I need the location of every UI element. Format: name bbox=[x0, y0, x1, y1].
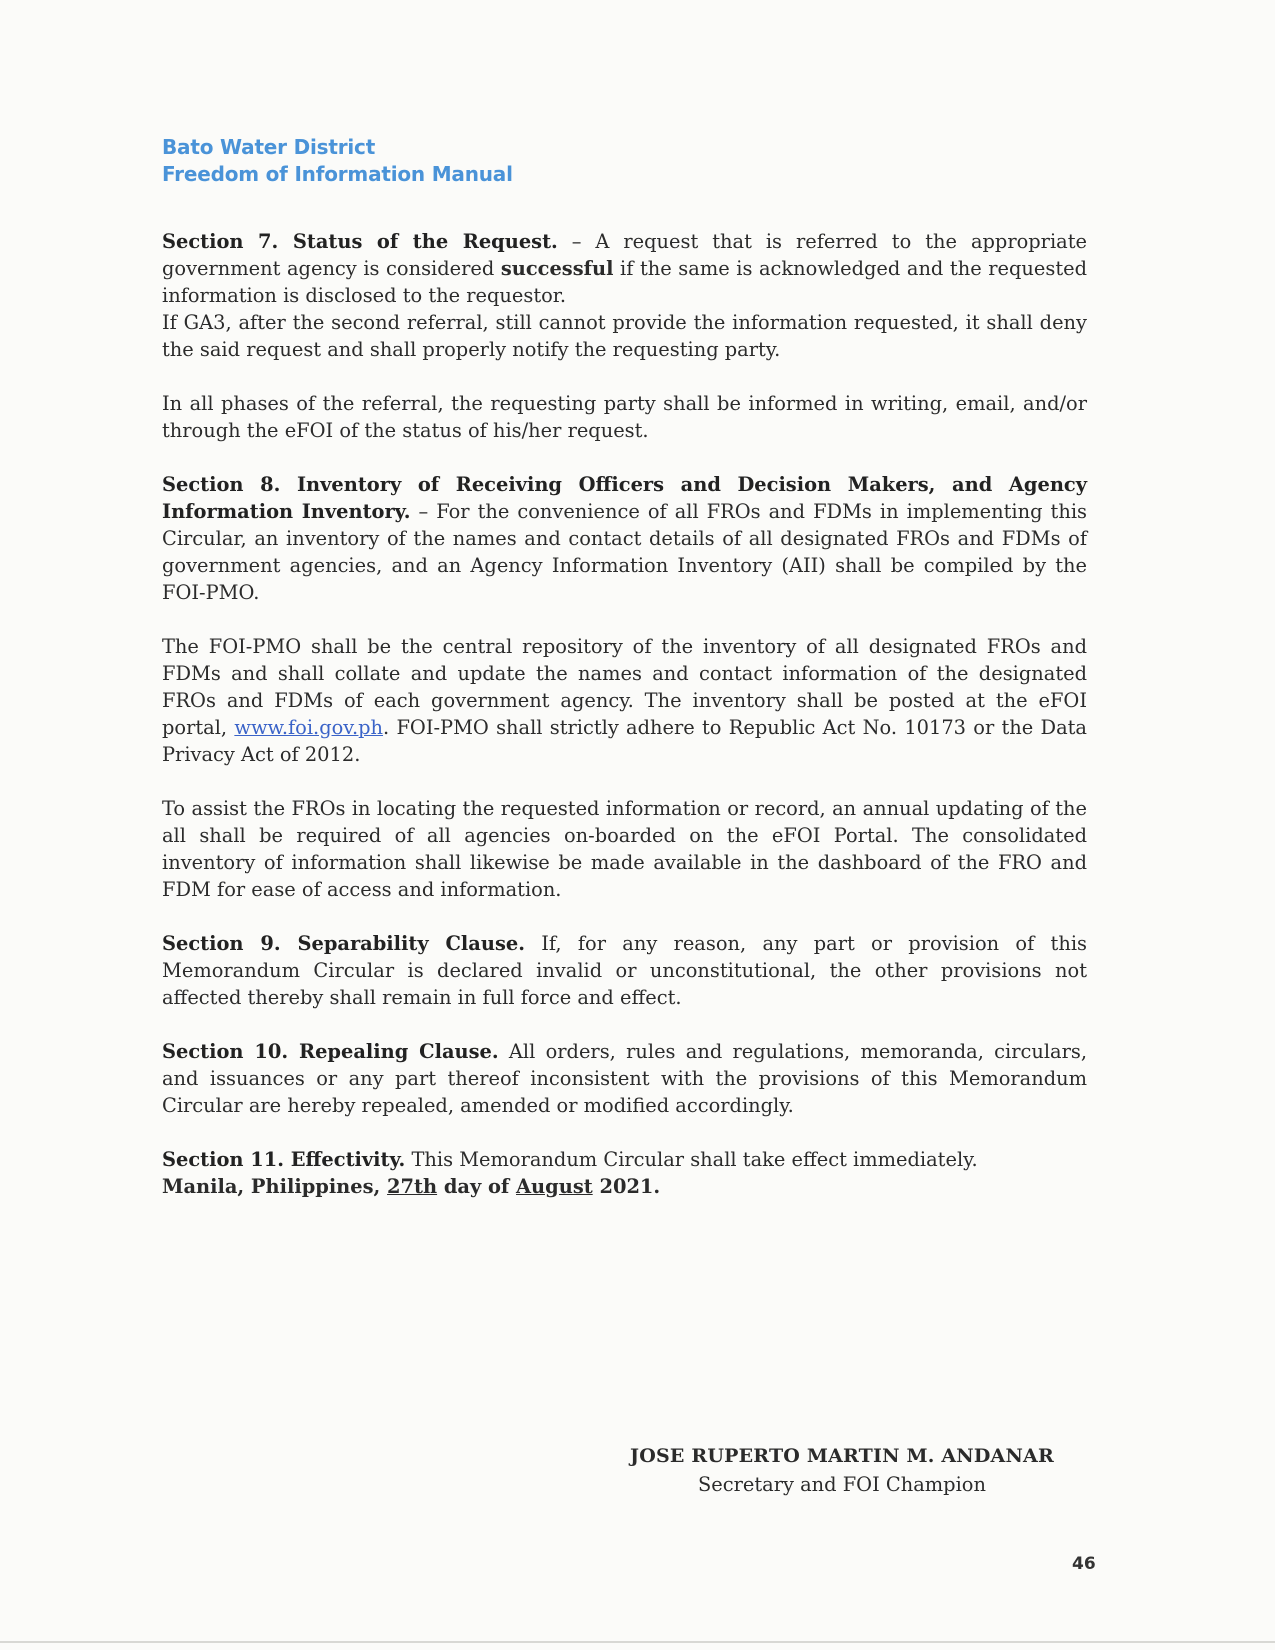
header-manual-title: Freedom of Information Manual bbox=[162, 162, 513, 186]
section-9-text: If, for any reason, any part or provision of this Memorandum Circular is declared invalid or unconstitutional, the other provisions not affected thereby shall remain in full force and effect. bbox=[162, 932, 1087, 1009]
section-8-paragraph-2 bbox=[162, 633, 1087, 768]
section-8-text: – For the convenience of all FROs and FDMs in implementing this Circular, an inventory of the names and contact details of all designated FROs and FDMs of government agencies, and an Agency Information Inventory (AII) shall be compiled by the FOI-PMO. bbox=[162, 500, 1087, 604]
section-10-paragraph bbox=[162, 1038, 1087, 1119]
section-7-text-b: if the same is acknowledged and the requested information is disclosed to the requestor. bbox=[162, 257, 1087, 307]
document-body bbox=[162, 228, 1087, 1200]
page-bottom-edge bbox=[0, 1641, 1275, 1643]
signing-month: August bbox=[516, 1175, 593, 1198]
page-number: 46 bbox=[1072, 1554, 1096, 1574]
header-organization: Bato Water District bbox=[162, 135, 376, 159]
section-7-text-a: – A request that is referred to the appropriate government agency is considered bbox=[162, 230, 1087, 280]
signing-place: Manila, Philippines, bbox=[162, 1175, 388, 1198]
section-7-paragraph-2: If GA3, after the second referral, still cannot provide the information requested, it shall deny the said request and shall properly notify the requesting party. bbox=[162, 311, 1087, 361]
signatory-name: JOSE RUPERTO MARTIN M. ANDANAR bbox=[630, 1445, 1054, 1467]
section-8-p2-text-a: The FOI-PMO shall be the central repository of the inventory of all designated FROs and FDMs and shall collate and update the names and contact information of the designated FROs and FDMs of each government agency. The inventory shall be posted at the eFOI portal, bbox=[162, 635, 1087, 739]
section-9-title: Section 9. Separability Clause. bbox=[162, 932, 525, 955]
section-7-title: Section 7. Status of the Request. bbox=[162, 230, 558, 253]
section-8-paragraph-1 bbox=[162, 471, 1087, 606]
section-8-p2-text-b: . FOI-PMO shall strictly adhere to Republic Act No. 10173 or the Data Privacy Act of 2012. bbox=[162, 716, 1087, 766]
signature-block bbox=[630, 1443, 1090, 1501]
section-10-title: Section 10. Repealing Clause. bbox=[162, 1040, 499, 1063]
signing-date-line bbox=[162, 1173, 1087, 1200]
section-7-bold-word: successful bbox=[500, 257, 614, 280]
section-11-title: Section 11. Effectivity. bbox=[162, 1148, 406, 1171]
foi-portal-link[interactable]: www.foi.gov.ph bbox=[234, 716, 384, 739]
signing-day: 27th bbox=[387, 1175, 438, 1198]
section-8-paragraph-3: To assist the FROs in locating the requested information or record, an annual updating of the all shall be required of all agencies on-boarded on the eFOI Portal. The consolidated inventory of information shall likewise be made available in the dashboard of the FRO and FDM for ease of access and information. bbox=[162, 797, 1087, 901]
section-7-paragraph-3: In all phases of the referral, the requesting party shall be informed in writing, email, and/or through the eFOI of the status of his/her request. bbox=[162, 392, 1087, 442]
section-11-text: This Memorandum Circular shall take effect immediately. bbox=[405, 1148, 978, 1171]
section-8-title: Section 8. Inventory of Receiving Officers and Decision Makers, and Agency Information Inventory. bbox=[162, 473, 1087, 523]
section-7-paragraph-1 bbox=[162, 228, 1087, 309]
document-header bbox=[162, 134, 513, 188]
section-9-paragraph bbox=[162, 930, 1087, 1011]
signing-day-of: day of bbox=[437, 1175, 517, 1198]
section-11-paragraph bbox=[162, 1146, 1087, 1173]
signatory-title: Secretary and FOI Champion bbox=[698, 1473, 986, 1496]
section-10-text: All orders, rules and regulations, memoranda, circulars, and issuances or any part thereof inconsistent with the provisions of this Memorandum Circular are hereby repealed, amended or modified accordingly. bbox=[162, 1040, 1087, 1117]
signing-year: 2021. bbox=[592, 1175, 661, 1198]
